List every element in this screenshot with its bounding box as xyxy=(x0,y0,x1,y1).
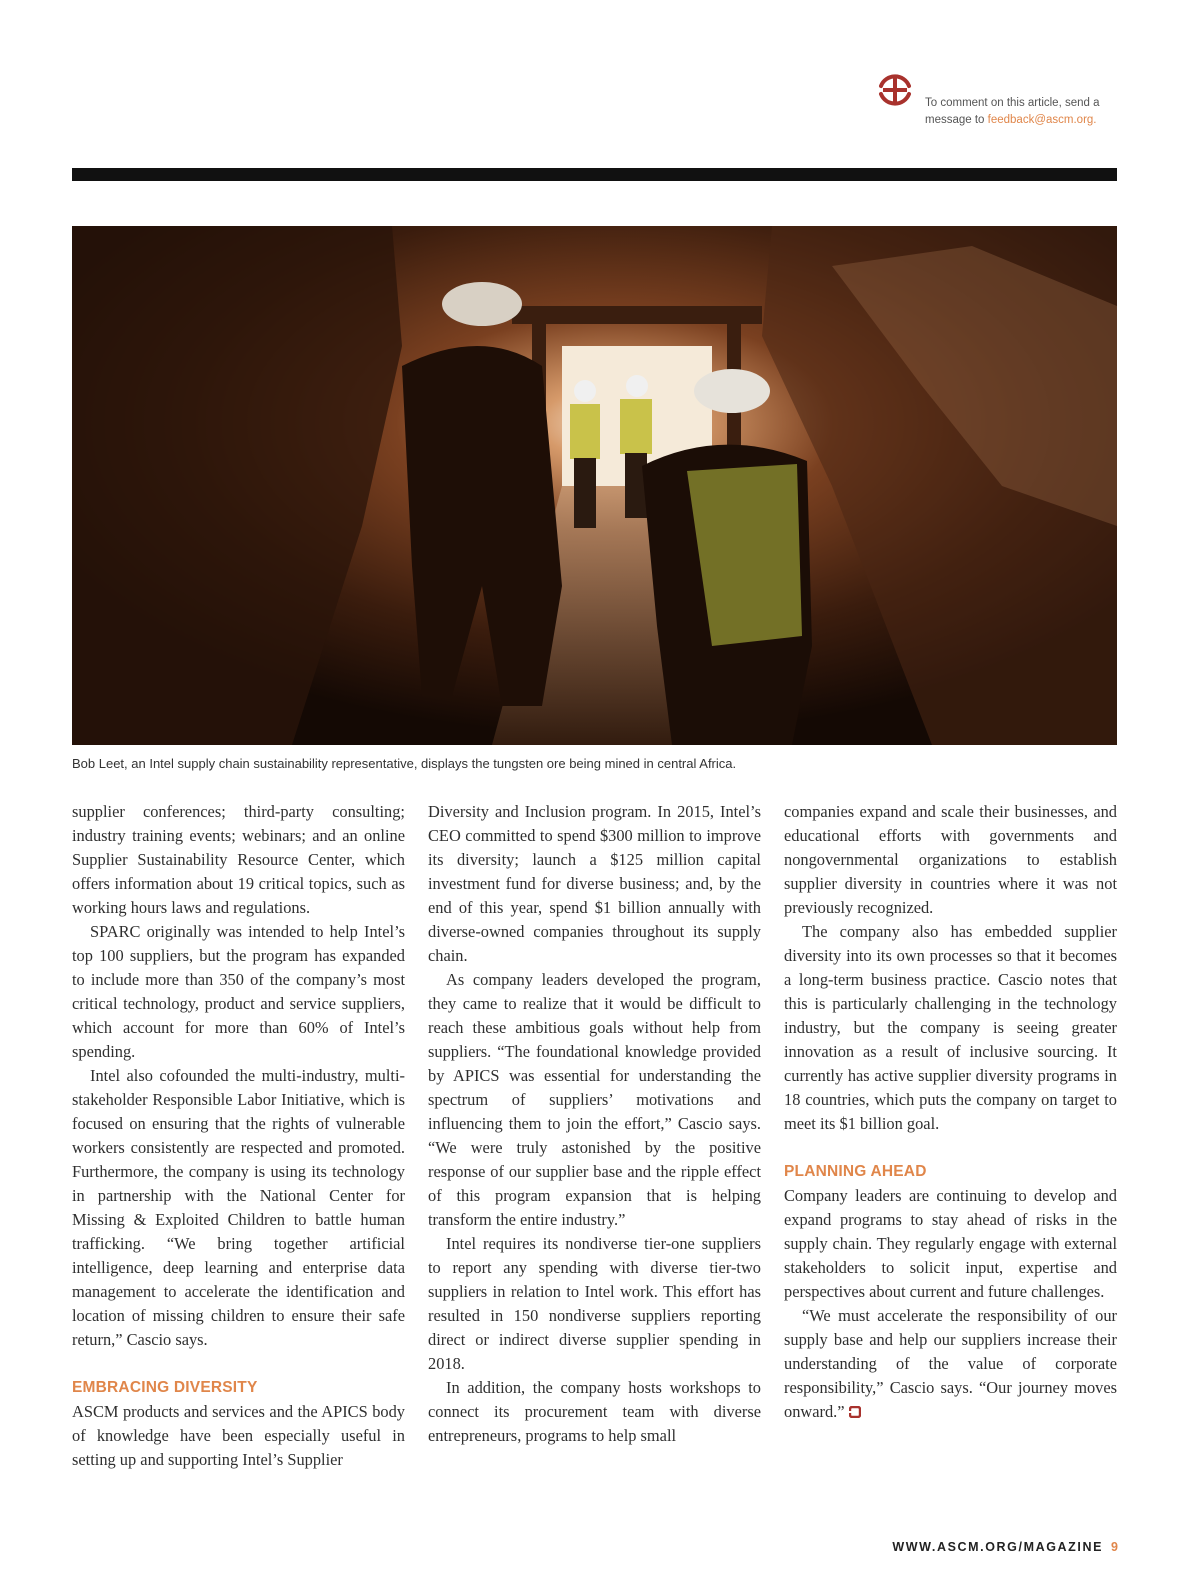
header-rule xyxy=(72,168,1117,181)
magazine-url: WWW.ASCM.ORG/MAGAZINE xyxy=(892,1540,1104,1554)
closing-paragraph-text: “We must accelerate the responsibility of our supply base and help our suppliers increase their understanding of the value of corporate responsibility,” Cascio says. “Our journey moves onward.” xyxy=(784,1306,1117,1421)
feedback-line-1: To comment on this article, send a xyxy=(925,97,1100,109)
paragraph: In addition, the company hosts workshops to connect its procurement team with diverse entrepreneurs, programs to help small xyxy=(428,1378,761,1445)
paragraph: Diversity and Inclusion program. In 2015, Intel’s CEO committed to spend $300 million to improve its diversity; launch a $125 million capital investment fund for diverse business; and, by the end of this year, spend $1 billion annually with diverse-owned companies throughout its supply chain. xyxy=(428,802,761,965)
feedback-line-2-prefix: message to xyxy=(925,114,985,126)
article-column-2 xyxy=(428,800,761,1448)
paragraph: Intel also cofounded the multi-industry, multi-stakeholder Responsible Labor Initiative, which is focused on ensuring that the rights of vulnerable workers consistently are respected and promoted. Furthermore, the company is using its technology in partnership with the National Center for Missing & Exploited Children to battle human trafficking. “We bring together artificial intelligence, deep learning and enterprise data management to accelerate the identification and location of missing children to ensure their safe return,” Cascio says. xyxy=(72,1066,405,1349)
paragraph: Company leaders are continuing to develop and expand programs to stay ahead of risks in the supply chain. They regularly engage with external stakeholders to solicit input, expertise and perspectives about current and future challenges. xyxy=(784,1186,1117,1301)
page-footer xyxy=(892,1540,1118,1554)
feedback-note xyxy=(925,95,1125,129)
paragraph: supplier conferences; third-party consulting; industry training events; webinars; and an online Supplier Sustainability Resource Center, which offers information about 19 critical topics, such as working hours laws and regulations. xyxy=(72,802,405,917)
paragraph: ASCM products and services and the APICS body of knowledge have been especially useful in setting up and supporting Intel’s Supplier xyxy=(72,1402,405,1469)
section-heading-planning-ahead: PLANNING AHEAD xyxy=(784,1163,927,1180)
paragraph: Intel requires its nondiverse tier-one suppliers to report any spending with diverse tier-two suppliers in relation to Intel work. This effort has resulted in 150 nondiverse suppliers reporting direct or indirect diverse supplier spending in 2018. xyxy=(428,1234,761,1373)
mine-tunnel-photo xyxy=(72,226,1117,745)
paragraph xyxy=(784,1304,1117,1424)
paragraph: The company also has embedded supplier diversity into its own processes so that it becomes a long-term business practice. Cascio notes that this is particularly challenging in the technology industry, but the company is seeing greater innovation as a result of inclusive sourcing. It currently has active supplier diversity programs in 18 countries, which puts the company on target to meet its $1 billion goal. xyxy=(784,922,1117,1133)
feedback-email-link[interactable]: feedback@ascm.org. xyxy=(987,114,1097,126)
plus-circle-icon xyxy=(873,68,917,112)
paragraph: As company leaders developed the program, they came to realize that it would be difficult to reach these ambitious goals without help from suppliers. “The foundational knowledge provided by APICS was essential for understanding the spectrum of suppliers’ motivations and influencing them to join the effort,” Cascio says. “We were truly astonished by the positive response of our supplier base and the ripple effect of this program expansion that is helping transform the entire industry.” xyxy=(428,970,761,1229)
paragraph: companies expand and scale their businesses, and educational efforts with governments and nongovernmental organizations to establish supplier diversity in countries where it was not previously recognized. xyxy=(784,802,1117,917)
paragraph: SPARC originally was intended to help Intel’s top 100 suppliers, but the program has expanded to include more than 350 of the company’s most critical technology, product and service suppliers, which account for more than 60% of Intel’s spending. xyxy=(72,922,405,1061)
photo-caption: Bob Leet, an Intel supply chain sustainability representative, displays the tungsten ore being mined in central Africa. xyxy=(72,756,737,771)
article-column-1 xyxy=(72,800,405,1472)
end-mark-icon xyxy=(849,1406,861,1418)
page-number: 9 xyxy=(1111,1540,1118,1554)
article-column-3 xyxy=(784,800,1117,1424)
section-heading-embracing-diversity: EMBRACING DIVERSITY xyxy=(72,1379,258,1396)
